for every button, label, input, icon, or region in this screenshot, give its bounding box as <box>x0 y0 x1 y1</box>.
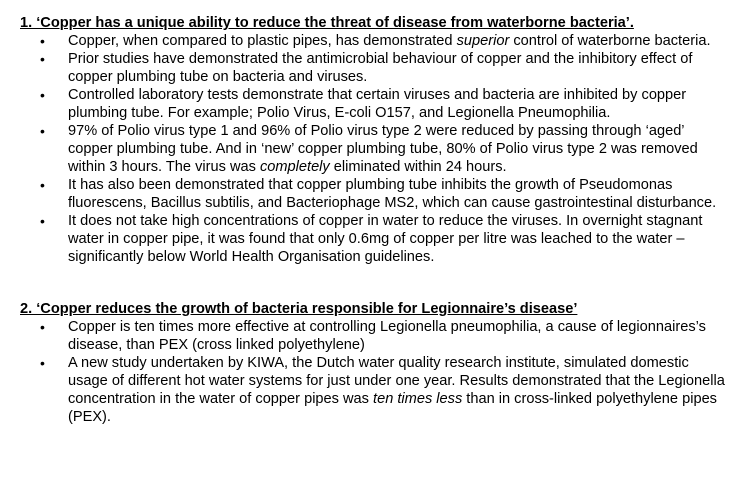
bullet-item <box>20 354 732 426</box>
bullet-text: 97% of Polio virus type 1 and 96% of Polio virus type 2 were reduced by passing through ‘aged’ copper plumbing tube. And in ‘new’ copper plumbing tube, 80% of Polio virus type 2 was removed within 3 hours. The virus was <box>68 123 698 175</box>
bullet-item <box>20 122 732 176</box>
bullet-icon: • <box>40 355 45 371</box>
bullet-icon: • <box>40 177 45 193</box>
bullet-text: Copper is ten times more effective at controlling Legionella pneumophilia, a cause of legionnaires’s disease, than PEX (cross linked polyethylene) <box>68 319 706 353</box>
bullet-item <box>20 176 732 212</box>
bullet-text-italic: completely <box>259 159 330 175</box>
bullet-item <box>20 212 732 266</box>
bullet-text: eliminated within 24 hours. <box>329 159 507 175</box>
bullet-text: Copper, when compared to plastic pipes, has demonstrated <box>68 33 457 49</box>
bullet-text: It has also been demonstrated that copper plumbing tube inhibits the growth of Pseudomonas fluorescens, Bacillus subtilis, and Bacteriophage MS2, which can cause gastrointestinal disturbance. <box>68 177 717 211</box>
bullet-text: than in cross-linked polyethylene pipes (PEX). <box>68 391 717 425</box>
bullet-icon: • <box>40 319 45 335</box>
bullet-text-italic: ten times less <box>373 391 463 407</box>
bullet-item <box>20 86 732 122</box>
bullet-item <box>20 32 732 50</box>
bullet-item <box>20 318 732 354</box>
bullet-text: A new study undertaken by KIWA, the Dutch water quality research institute, simulated domestic usage of different hot water systems for just under one year. Results demonstrated that the Legionella concentration in the water of copper pipes was <box>68 355 725 407</box>
document <box>20 14 732 426</box>
bullet-text: control of waterborne bacteria. <box>509 33 711 49</box>
section-2-heading: 2. ‘Copper reduces the growth of bacteria responsible for Legionnaire’s disease’ <box>20 301 578 317</box>
bullet-icon: • <box>40 51 45 67</box>
section-2 <box>20 300 732 426</box>
bullet-item <box>20 50 732 86</box>
section-1-heading: 1. ‘Copper has a unique ability to reduce the threat of disease from waterborne bacteria’. <box>20 15 634 31</box>
section-2-bullet-list <box>20 318 732 426</box>
bullet-icon: • <box>40 87 45 103</box>
bullet-text: Controlled laboratory tests demonstrate that certain viruses and bacteria are inhibited by copper plumbing tube. For example; Polio Virus, E-coli O157, and Legionella Pneumophilia. <box>68 87 687 121</box>
bullet-icon: • <box>40 123 45 139</box>
bullet-text: It does not take high concentrations of copper in water to reduce the viruses. In overnight stagnant water in copper pipe, it was found that only 0.6mg of copper per litre was leached to the water – significantly below World Health Organisation guidelines. <box>68 213 703 265</box>
section-1-bullet-list <box>20 32 732 266</box>
bullet-text-italic: superior <box>456 33 510 49</box>
section-1 <box>20 14 732 266</box>
bullet-text: Prior studies have demonstrated the antimicrobial behaviour of copper and the inhibitory effect of copper plumbing tube on bacteria and viruses. <box>68 51 693 85</box>
bullet-icon: • <box>40 33 45 49</box>
bullet-icon: • <box>40 213 45 229</box>
